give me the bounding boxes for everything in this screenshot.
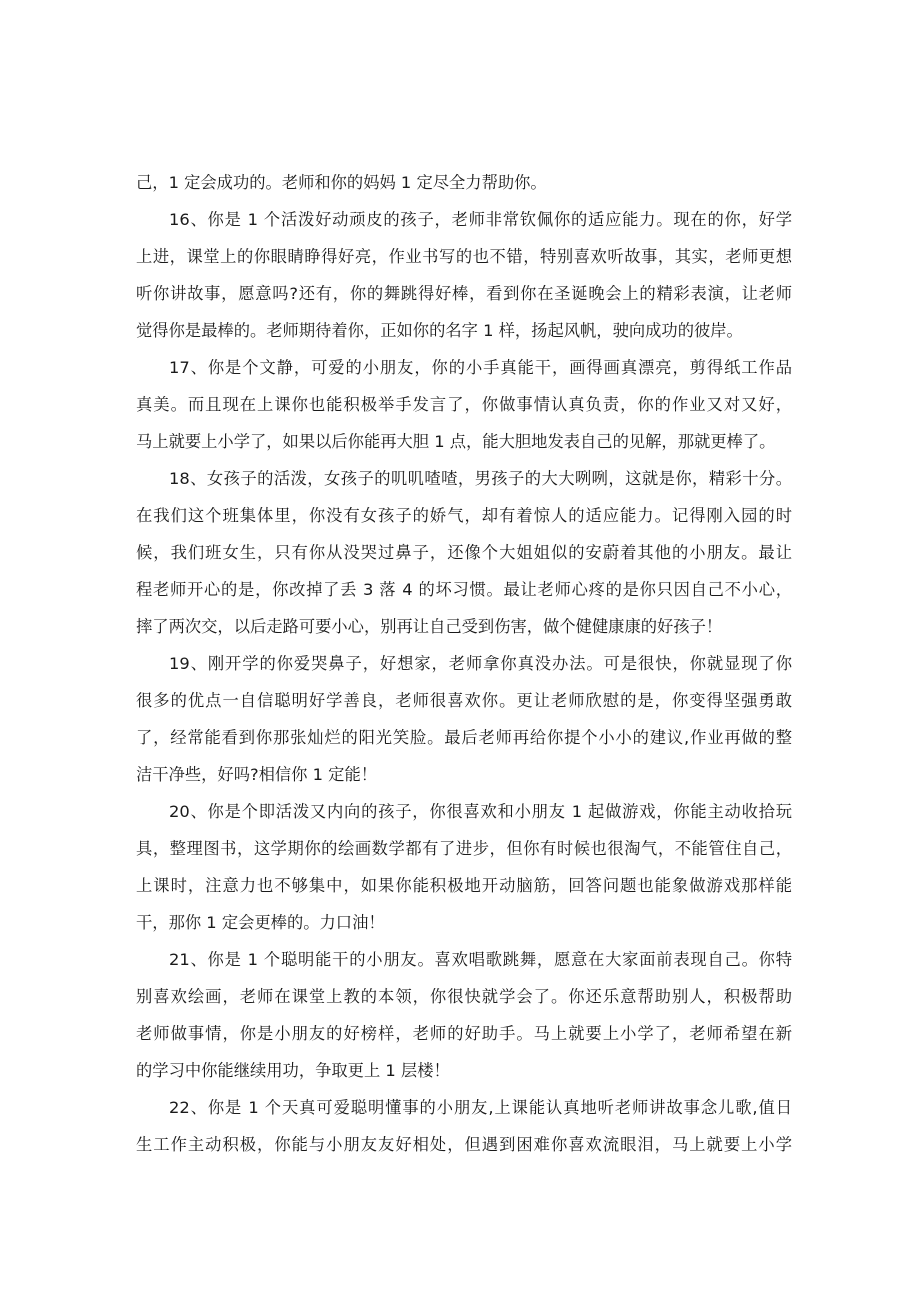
text-line: 上进，课堂上的你眼睛睁得好亮，作业书写的也不错，特别喜欢听故事，其实，老师更想	[136, 247, 792, 266]
text-line: 上课时，注意力也不够集中，如果你能积极地开动脑筋，回答问题也能象做游戏那样能	[136, 876, 792, 895]
text-line: 具，整理图书，这学期你的绘画数学都有了进步，但你有时候也很淘气，不能管住自己，	[136, 839, 792, 858]
text-line: 觉得你是最棒的。老师期待着你，正如你的名字 1 样，扬起风帆，驶向成功的彼岸。	[136, 321, 743, 340]
text-line: 20、你是个即活泼又内向的孩子，你很喜欢和小朋友 1 起做游戏，你能主动收拾玩	[169, 802, 792, 821]
text-line: 生工作主动积极，你能与小朋友友好相处，但遇到困难你喜欢流眼泪，马上就要上小学	[136, 1135, 792, 1154]
text-line: 洁干净些，好吗?相信你 1 定能！	[136, 765, 378, 784]
text-line: 16、你是 1 个活泼好动顽皮的孩子，老师非常钦佩你的适应能力。现在的你，好学	[169, 210, 792, 229]
text-line: 程老师开心的是，你改掉了丢 3 落 4 的坏习惯。最让老师心疼的是你只因自己不小心，	[136, 580, 792, 599]
text-line: 别喜欢绘画，老师在课堂上教的本领，你很快就学会了。你还乐意帮助别人，积极帮助	[136, 987, 792, 1006]
text-line: 在我们这个班集体里，你没有女孩子的娇气，却有着惊人的适应能力。记得刚入园的时	[136, 506, 792, 525]
text-line: 18、女孩子的活泼，女孩子的叽叽喳喳，男孩子的大大咧咧，这就是你，精彩十分。	[169, 469, 792, 488]
text-line: 19、刚开学的你爱哭鼻子，好想家，老师拿你真没办法。可是很快，你就显现了你	[169, 654, 792, 673]
text-line: 21、你是 1 个聪明能干的小朋友。喜欢唱歌跳舞，愿意在大家面前表现自己。你特	[169, 950, 792, 969]
text-line: 老师做事情，你是小朋友的好榜样，老师的好助手。马上就要上小学了，老师希望在新	[136, 1024, 792, 1043]
text-line: 真美。而且现在上课你也能积极举手发言了，你做事情认真负责，你的作业又对又好，	[136, 395, 792, 414]
text-line: 候，我们班女生，只有你从没哭过鼻子，还像个大姐姐似的安蔚着其他的小朋友。最让	[136, 543, 792, 562]
text-line: 马上就要上小学了，如果以后你能再大胆 1 点，能大胆地发表自己的见解，那就更棒了。	[136, 432, 776, 451]
text-line: 17、你是个文静，可爱的小朋友，你的小手真能干，画得画真漂亮，剪得纸工作品	[169, 358, 792, 377]
text-line: 摔了两次交，以后走路可要小心，别再让自己受到伤害，做个健健康康的好孩子！	[136, 617, 723, 636]
text-line: 己，1 定会成功的。老师和你的妈妈 1 定尽全力帮助你。	[136, 173, 547, 192]
text-line: 22、你是 1 个天真可爱聪明懂事的小朋友,上课能认真地听老师讲故事念儿歌,值日	[169, 1098, 793, 1117]
text-line: 干，那你 1 定会更棒的。力口油！	[136, 913, 385, 932]
text-line: 很多的优点一自信聪明好学善良，老师很喜欢你。更让老师欣慰的是，你变得坚强勇敢	[136, 691, 792, 710]
text-line: 了，经常能看到你那张灿烂的阳光笑脸。最后老师再给你提个小小的建议,作业再做的整	[136, 728, 792, 747]
text-line: 的学习中你能继续用功，争取更上 1 层楼！	[136, 1061, 450, 1080]
text-line: 听你讲故事，愿意吗?还有，你的舞跳得好棒，看到你在圣诞晚会上的精彩表演，让老师	[136, 284, 792, 303]
